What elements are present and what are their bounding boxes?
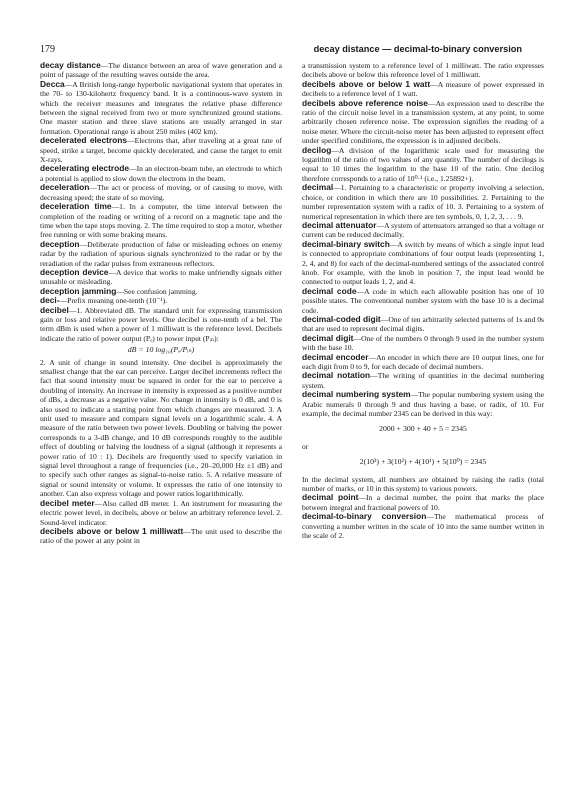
dictionary-entry [40, 80, 282, 136]
dictionary-entry [302, 146, 544, 184]
dictionary-entry [302, 287, 544, 315]
entry-definition: —A system of attenuators arranged so that a voltage or current can be reduced decimally. [302, 220, 544, 240]
entry-definition: —See confusion jamming. [116, 286, 198, 296]
dictionary-entry [302, 99, 544, 146]
entry-definition: —1. In a computer, the time interval between the completion of the reading or writing of a record on a magnetic tape and the time when the tape stops moving. 2. The time required to stop a motor, whether free running or with some braking means. [40, 202, 282, 240]
entry-definition: —Also called dB meter. 1. An instrument for measuring the electric power level, in decibels, above or below an arbitrary reference level. 2. Sound-level indicator. [40, 498, 282, 527]
entry-definition: —The distance between an area of wave generation and a point of passage of the resulting waves outside the area. [40, 61, 282, 80]
dictionary-entry [302, 390, 544, 418]
entry-definition: In the decimal system, all numbers are obtained by raising the radix (total number of marks, or 10 in this system) to various powers. [302, 474, 544, 494]
entry-definition: —Deliberate production of false or misleading echoes on enemy radar by the radiation of spurious signals synchronized to the radar or by the reradiation of the radar pulses from extraneous reflectors. [40, 239, 282, 268]
entry-headword: decibels above reference noise [302, 97, 428, 108]
entry-definition: —One of ten arbitrarily selected patterns of 1s and 0s that are used to represent decimal digits. [302, 314, 544, 334]
entry-definition: —In an electron-beam tube, an electrode to which a potential is applied to slow down the electrons in the beam. [40, 164, 282, 183]
entry-definition: —Electrons that, after traveling at a great rate of speed, strike a target, become quickly decelerated, and cause the target to emit X-rays. [40, 136, 282, 165]
entry-headword: Decca [40, 78, 65, 89]
entry-definition: —A switch by means of which a single input lead is connected to appropriate combinations of four output leads (representing 1, 2, 4, and 8) for each of the decimal-numbered settings of the associated control knob. For example, with the knob in position 7, the input lead would be connected to output leads 1, 2, and 4. [302, 239, 544, 287]
dictionary-entry [302, 334, 544, 353]
dictionary-entry [40, 164, 282, 183]
dictionary-entry [40, 287, 282, 296]
entry-definition: —An encoder in which there are 10 output lines, one for each digit from 0 to 9, for each decade of decimal numbers. [302, 352, 544, 371]
dictionary-entry [40, 240, 282, 268]
entry-headword: decimal digit [302, 332, 354, 343]
entry-headword: deception device [40, 266, 109, 277]
entry-headword: decimal notation [302, 370, 371, 381]
entry-headword: decibel [40, 304, 69, 315]
entry-headword: decibels above or below 1 milliwatt [40, 525, 184, 536]
dictionary-entry [40, 499, 282, 527]
entry-definition: —1. Abbreviated dB. The standard unit for expressing transmission gain or loss and relative power levels. One decibel is one-tenth of a bel. The term dBm is used when a power of 1 milliwatt is the reference level. Decibels indicate the ratio of power output (Pₒ) to power input (Pᵢₙ): [40, 305, 282, 343]
dictionary-entry [40, 306, 282, 344]
entry-definition: a transmission system to a reference level of 1 milliwatt. The ratio expresses decibels above or below this reference level of 1 milliwatt. [302, 61, 544, 80]
entry-headword: decimal-coded digit [302, 313, 381, 324]
entry-headword: decelerating electrode [40, 163, 130, 174]
entry-definition: —The unit used to describe the ratio of the power at any point in [40, 526, 283, 546]
entry-headword: decay distance [40, 60, 101, 70]
dictionary-entry [40, 202, 282, 240]
entry-headword: decimal numbering system [302, 389, 411, 400]
dictionary-entry [302, 493, 544, 512]
entry-definition: —A division of the logarithmic scale used for measuring the logarithm of the ratio of two values of any quantity. The number of decilogs is equal to 10 times the logarithm to the base 10 of the ratio. One decilog therefore corresponds to a ratio of 10⁰·¹ (i.e., 1.25892+). [302, 145, 544, 183]
entry-definition: 2. A unit of change in sound intensity. One decibel is approximately the smallest change that the ear can perceive. Larger decibel increments reflect the fact that sound intensity must be squared in order for the ear to perceive a doubling of intensity. An increase in intensity is expressed as a positive number of dBs, a decrease as a negative value. No change in intensity is 0 dB, and 0 is also used to indicate a starting point from which changes are measured. 3. A unit used to measure and compare signal levels on a logarithmic scale. 4. A measure of the ratio between two power levels. Doubling or halving the power corresponds to a 3-dB change, and 10 dB corresponds roughly to the audible effect of doubling or halving the loudness of a signal (although it represents a power ratio of 10 : 1). Decibels are frequently used to specify variation in signal level throughout a range of frequencies (i.e., 20–20,000 Hz ±1 dB) and to specify such other ranges as signal-to-noise ratio. 5. A relative measure of signal or sound intensity or volume. It expresses the ratio of one intensity to another. Can also express voltage and power ratios logarithmically. [40, 357, 282, 499]
entry-definition: —One of the numbers 0 through 9 used in the number system with the base 10. [302, 333, 544, 353]
dictionary-entry [40, 136, 282, 164]
page-number: 179 [40, 44, 55, 55]
entry-headword: deci- [40, 295, 60, 306]
dictionary-entry [40, 527, 282, 546]
page-header [40, 44, 522, 58]
entry-definition: —A device that works to make unfriendly signals either unusable or misleading. [40, 267, 282, 287]
entry-headword: decelerated electrons [40, 135, 128, 146]
entry-definition: —In a decimal number, the point that marks the place between integral and fractional powers of 10. [302, 493, 544, 512]
entry-definition: —A code in which each allowable position has one of 10 possible states. The conventional number system with the base 10 is a decimal code. [302, 286, 544, 315]
entry-definition: —An expression used to describe the ratio of the circuit noise level in a transmission system, at any point, to some arbitrarily chosen reference noise. The expression signifies the reading of a noise meter. Where the circuit-noise meter has been adjusted to represent effect under specified conditions, the expression is in adjusted decibels. [302, 98, 544, 146]
dictionary-entry [302, 315, 544, 334]
entry-headword: decimal encoder [302, 351, 369, 362]
entry-headword: deceleration [40, 182, 90, 193]
entry-definition: —The popular numbering system using the Arabic numerals 0 through 9 and thus having a base, or radix, of 10. For example, the decimal number 2345 can be derived in this way: [302, 390, 544, 419]
entry-definition: —The mathematical process of converting a number written in the scale of 10 into the same number written in the scale of 2. [302, 512, 544, 541]
dictionary-entry [302, 371, 544, 390]
formula: 2000 + 300 + 40 + 5 = 2345 [379, 424, 467, 434]
dictionary-entry [302, 512, 544, 540]
entry-headword: decimal attenuator [302, 219, 377, 230]
dictionary-entry [40, 296, 282, 305]
formula: 2(10³) + 3(10²) + 4(10¹) + 5(10⁰) = 2345 [359, 457, 487, 467]
dictionary-entry [40, 61, 282, 80]
right-column [302, 61, 544, 541]
entry-headword: decimal-to-binary conversion [302, 511, 427, 522]
entry-headword: deception jamming [40, 285, 117, 296]
dictionary-entry [302, 240, 544, 287]
connector-text: or [302, 441, 309, 451]
entry-headword: deception [40, 238, 80, 249]
dictionary-entry [302, 353, 544, 372]
dictionary-entry [302, 80, 544, 99]
running-title: decay distance — decimal-to-binary conversion [313, 44, 522, 54]
entry-definition: —A measure of power expressed in decibels to a reference level of 1 watt. [302, 79, 544, 99]
entry-headword: decimal code [302, 285, 357, 296]
entry-definition: —Prefix meaning one-tenth (10⁻¹). [59, 296, 168, 306]
entry-definition: —A British long-range hyperbolic navigational system that operates in the 70- to 130-kilohertz frequency band. It is a continuous-wave system in which the receiver measures and integrates the relative phase difference between the signal received from two or more synchronized ground stations. One master station and three slave stations are usually arranged in star formation. Operational range is about 250 miles (402 km). [40, 79, 282, 136]
entry-headword: decibel meter [40, 497, 95, 508]
formula: dB = 10 log₁₀(Pₒ/Pᵢₙ) [127, 345, 195, 355]
entry-continuation [302, 475, 544, 494]
entry-definition: —1. Pertaining to a characteristic or property involving a selection, choice, or condition in which there are 10 possibilities. 2. Pertaining to the number representation system with a radix of 10. 3. Pertaining to a system of numerical representation in which there are ten symbols, 0, 1, 2, 3, . . . 9. [302, 183, 544, 221]
entry-headword: decimal-binary switch [302, 238, 390, 249]
entry-definition: —The writing of quantities in the decimal numbering system. [302, 371, 544, 390]
entry-headword: deceleration time [40, 201, 112, 212]
entry-definition: —The act or process of moving, or of causing to move, with decreasing speed; the state of so moving. [40, 183, 282, 202]
dictionary-entry [302, 221, 544, 240]
entry-continuation [40, 358, 282, 499]
entry-headword: decimal point [302, 492, 359, 503]
dictionary-entry [302, 183, 544, 221]
entry-continuation [302, 61, 544, 80]
entry-headword: decilog [302, 144, 332, 155]
dictionary-entry [40, 268, 282, 287]
dictionary-entry [40, 183, 282, 202]
left-column [40, 61, 282, 546]
entry-headword: decibels above or below 1 watt [302, 78, 431, 89]
entry-headword: decimal [302, 182, 334, 193]
